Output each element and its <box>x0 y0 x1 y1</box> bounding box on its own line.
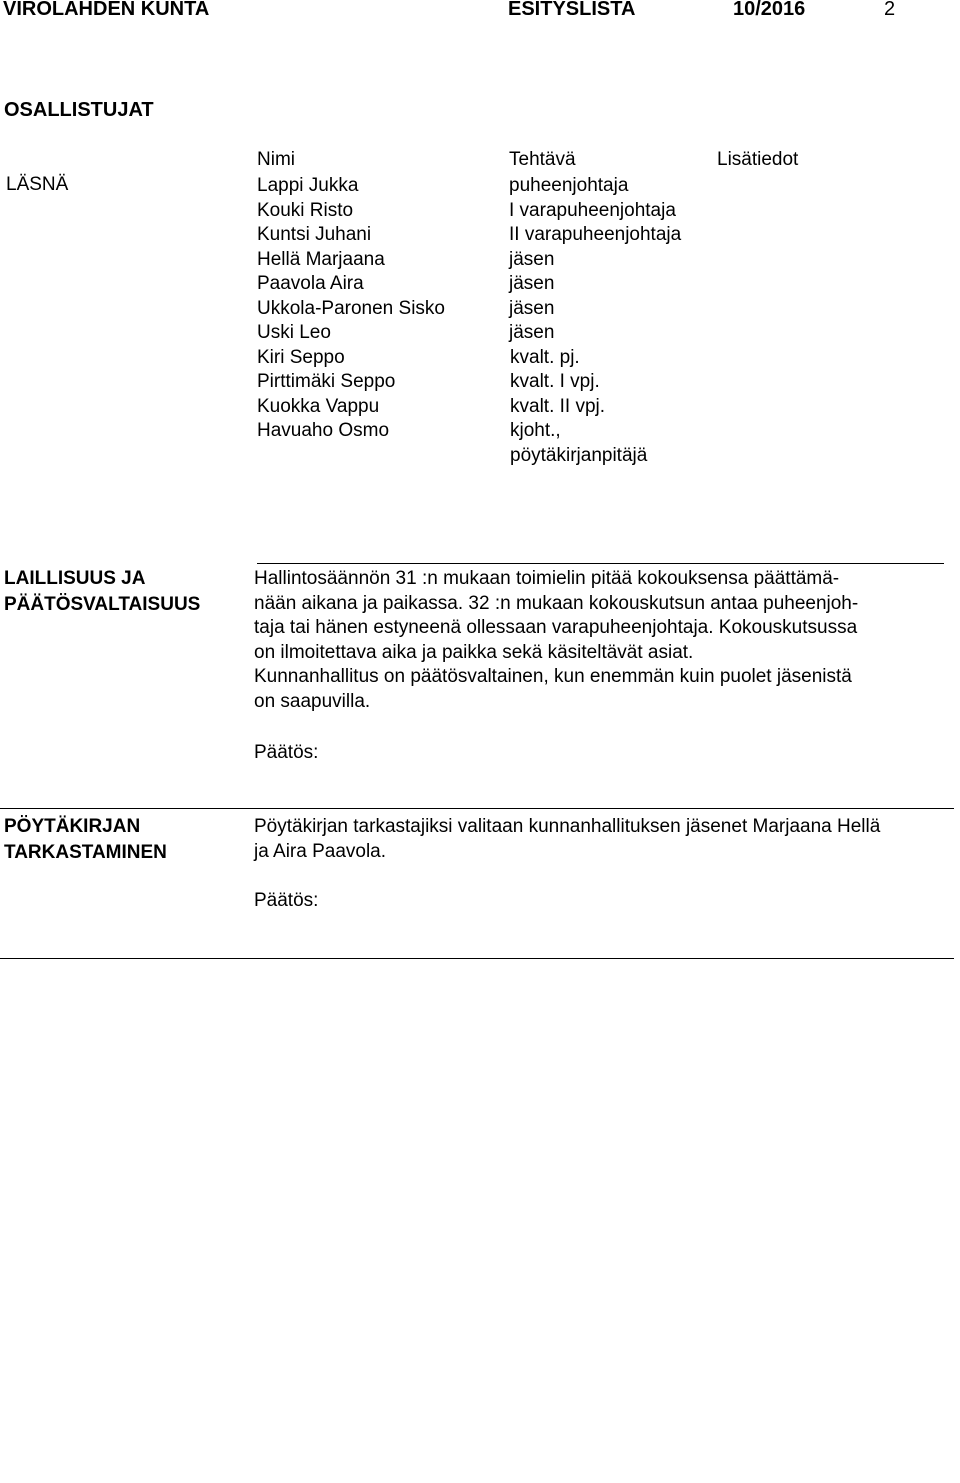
issue-number: 10/2016 <box>733 0 806 20</box>
attendee-row <box>0 321 960 345</box>
attendee-name: Kiri Seppo <box>257 346 345 368</box>
text-line: on ilmoitettava aika ja paikka sekä käsiteltävät asiat. <box>254 641 694 663</box>
section-divider <box>257 563 944 564</box>
attendee-row <box>0 297 960 321</box>
organization-name: VIROLAHDEN KUNTA <box>3 0 210 20</box>
text-line: on saapuvilla. <box>254 690 371 712</box>
attendee-role: jäsen <box>509 273 555 294</box>
minutes-check-section-label <box>4 814 244 866</box>
attendee-name: Pirttimäki Seppo <box>257 371 396 392</box>
attendee-role: puheenjohtaja <box>509 175 629 196</box>
attendee-role: kvalt. pj. <box>510 346 580 368</box>
attendee-row <box>0 248 960 272</box>
attendee-role: kvalt. I vpj. <box>510 371 600 392</box>
attendee-role-continuation: pöytäkirjanpitäjä <box>510 444 648 466</box>
attendee-role: II varapuheenjohtaja <box>509 224 682 245</box>
text-line: ja Aira Paavola. <box>254 840 387 862</box>
attendee-name: Havuaho Osmo <box>257 420 390 441</box>
attendee-role: kvalt. II vpj. <box>510 395 606 417</box>
column-header-name: Nimi <box>257 149 295 170</box>
attendee-name: Hellä Marjaana <box>257 248 385 270</box>
text-line: nään aikana ja paikassa. 32 :n mukaan kokouskutsun antaa puheenjoh- <box>254 592 859 614</box>
legality-section-label <box>4 566 244 618</box>
attendee-name: Kuntsi Juhani <box>257 224 372 245</box>
attendee-name: Uski Leo <box>257 322 331 343</box>
attendee-name: Kouki Risto <box>257 199 354 221</box>
attendee-name: Ukkola-Paronen Sisko <box>257 297 445 319</box>
legality-decision-label: Päätös: <box>254 742 319 763</box>
attendee-row-continuation <box>0 444 960 468</box>
minutes-check-label-line1: PÖYTÄKIRJAN <box>4 816 141 837</box>
attendee-row <box>0 199 960 223</box>
attendee-role: jäsen <box>509 297 555 319</box>
attendee-row <box>0 395 960 419</box>
text-line: Pöytäkirjan tarkastajiksi valitaan kunnanhallituksen jäsenet Marjaana Hellä <box>254 816 881 837</box>
attendee-role: I varapuheenjohtaja <box>509 199 676 221</box>
attendee-role: kjoht., <box>510 420 561 441</box>
minutes-check-decision-label: Päätös: <box>254 890 319 911</box>
attendee-row <box>0 174 960 198</box>
legality-label-line1: LAILLISUUS JA <box>4 568 146 589</box>
present-group-label: LÄSNÄ <box>6 174 69 195</box>
page-number: 2 <box>884 0 896 20</box>
attendee-role: jäsen <box>509 248 555 270</box>
document-type: ESITYSLISTA <box>508 0 636 20</box>
attendee-name: Paavola Aira <box>257 273 364 294</box>
minutes-check-text <box>254 815 954 864</box>
section-divider <box>0 808 954 809</box>
legality-label-line2: PÄÄTÖSVALTAISUUS <box>4 594 201 615</box>
column-header-role: Tehtävä <box>509 149 576 170</box>
section-divider <box>0 958 954 959</box>
minutes-check-label-line2: TARKASTAMINEN <box>4 842 167 863</box>
attendee-role: jäsen <box>509 322 555 343</box>
attendee-row <box>0 346 960 370</box>
attendee-name: Kuokka Vappu <box>257 395 380 417</box>
attendee-row <box>0 419 960 443</box>
attendee-name: Lappi Jukka <box>257 175 359 196</box>
column-header-info: Lisätiedot <box>717 149 799 170</box>
text-line: taja tai hänen estyneenä ollessaan varapuheenjohtaja. Kokouskutsussa <box>254 617 858 638</box>
attendee-row <box>0 223 960 247</box>
text-line: Kunnanhallitus on päätösvaltainen, kun enemmän kuin puolet jäsenistä <box>254 666 852 687</box>
attendee-row <box>0 370 960 394</box>
legality-text <box>254 567 954 714</box>
attendee-row <box>0 272 960 296</box>
attendees-title: OSALLISTUJAT <box>4 99 154 121</box>
text-line: Hallintosäännön 31 :n mukaan toimielin pitää kokouksensa päättämä- <box>254 568 840 589</box>
